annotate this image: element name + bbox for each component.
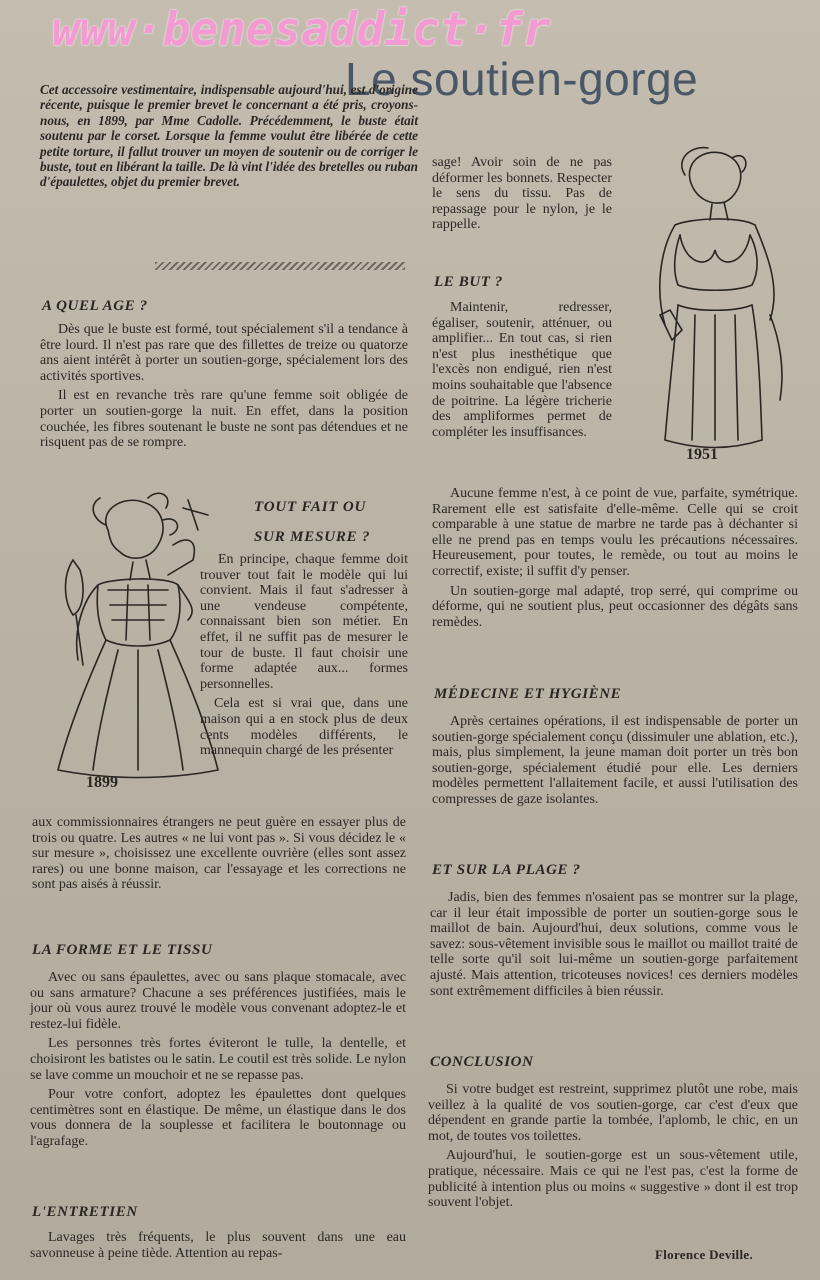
heading-line: SUR MESURE ? bbox=[254, 529, 371, 545]
section-heading-conclusion: CONCLUSION bbox=[430, 1054, 534, 1070]
illustration-year-1951: 1951 bbox=[686, 446, 718, 463]
article-title: Le soutien-gorge bbox=[345, 53, 699, 105]
author-signature: Florence Deville. bbox=[655, 1247, 753, 1262]
illustration-1951-woman bbox=[620, 140, 800, 470]
paragraph: aux commissionnaires étrangers ne peut guère en essayer plus de trois ou quatre. Les autres « ne lui vont pas ». Si vous décidez le « sur mesure », choisissez une excellente ouvrière (elles sont assez rares) ou une bonne maison, car l'essayage et les corrections ne sont pas aisés à réussir. bbox=[32, 815, 406, 893]
paragraph: Si votre budget est restreint, supprimez plutôt une robe, mais veillez à la qualité de vos soutien-gorge, car c'est d'eux que dépendent en grande partie la tombée, l'aplomb, le chic, en un mot, de toutes vos toilettes. bbox=[428, 1082, 798, 1144]
section-heading-but: LE BUT ? bbox=[434, 274, 503, 290]
paragraph: Jadis, bien des femmes n'osaient pas se montrer sur la plage, car il leur était impossible de porter un soutien-gorge sous le maillot de bain. Aujourd'hui, deux solutions, comme vous le savez: sous-vêtement invisible sous le maillot ou maillot traité de telle sorte qu'il soit lui-même un soutien-gorge parfaitement ajusté. Mais attention, tricoteuses novices! ces derniers modèles sont extrêmement difficiles à bien réussir. bbox=[430, 890, 798, 999]
section-body-entretien-continued bbox=[432, 155, 612, 237]
section-heading-quel-age: A QUEL AGE ? bbox=[42, 298, 148, 314]
section-body-conclusion bbox=[428, 1082, 798, 1215]
paragraph: Maintenir, redresser, égaliser, soutenir, atténuer, ou amplifier... En tout cas, si rien n'est plus inesthétique que l'excès non endigué, rien n'est moins souhaitable que l'absence de poitrine. La légère tricherie des ampliformes permet de compléter les insuffisances. bbox=[432, 300, 612, 440]
paragraph: Après certaines opérations, il est indispensable de porter un soutien-gorge spécialement conçu (dissimuler une ablation, etc.), mais, plus simplement, la jeune maman doit porter un très bon soutien-gorge, spécialement étudié pour elle. Les derniers modèles permettent l'allaitement facile, et aussi l'utilisation des compresses de gaze isolantes. bbox=[432, 714, 798, 807]
section-body-mesure bbox=[200, 552, 408, 763]
decorative-rule bbox=[155, 262, 405, 270]
section-heading-forme: LA FORME ET LE TISSU bbox=[32, 942, 213, 958]
paragraph: Cela est si vrai que, dans une maison qui a en stock plus de deux cents modèles différents, le mannequin chargé de les présenter bbox=[200, 696, 408, 759]
article-intro: Cet accessoire vestimentaire, indispensable aujourd'hui, est d'origine récente, puisque le premier brevet le concernant a été pris, croyons-nous, en 1899, par Mme Cadolle. Précédemment, le buste était soutenu par le corset. Lorsque la femme voulut être libérée de cette petite torture, il fallut trouver un moyen de soutenir ou de corriger le buste, tout en libérant la taille. De là vint l'idée des bretelles ou ruban d'épaulettes, objet du premier brevet. bbox=[40, 82, 418, 190]
paragraph: Aujourd'hui, le soutien-gorge est un sous-vêtement utile, pratique, nécessaire. Mais ce qui ne l'est pas, c'est la forme de publicité à intention plus ou moins « suggestive » dont il est trop souvent l'objet. bbox=[428, 1148, 798, 1211]
paragraph: Aucune femme n'est, à ce point de vue, parfaite, symétrique. Rarement elle est satisfaite d'elle-même. Celle qui se croit comparable à une statue de marbre ne tarde pas à déchanter si elle ne prend pas en temps voulu les précautions nécessaires. Heureusement, pour toutes, le remède, ou tout au moins le correctif, existe; il suffit d'y penser. bbox=[432, 486, 798, 579]
paragraph: En principe, chaque femme doit trouver tout fait le modèle qui lui convient. Mais il faut s'adresser à une vendeuse compétente, connaissant bien son métier. En effet, il ne suffit pas de mesurer le tour de buste. Il faut choisir une forme adaptée aux... formes personnelles. bbox=[200, 552, 408, 692]
heading-line: TOUT FAIT OU bbox=[254, 499, 367, 515]
paragraph: Les personnes très fortes éviteront le tulle, la dentelle, et choisiront les batistes ou le satin. Le coutil est très solide. Le nylon se lave comme un mouchoir et ne se repasse pas. bbox=[30, 1036, 406, 1083]
section-body-plage bbox=[430, 890, 798, 1003]
paragraph: Un soutien-gorge mal adapté, trop serré, qui comprime ou déforme, qui ne soutient plus, peut occasionner des dégâts sans remèdes. bbox=[432, 583, 798, 630]
paragraph: Lavages très fréquents, le plus souvent dans une eau savonneuse à peine tiède. Attention au repas- bbox=[30, 1230, 406, 1261]
section-body-quel-age bbox=[40, 322, 408, 455]
paragraph: Pour votre confort, adoptez les épaulettes dont quelques centimètres sont en élastique. De même, un élastique dans le dos vous donnera de la souplesse et facilitera le boutonnage ou l'agrafage. bbox=[30, 1087, 406, 1149]
section-heading-entretien: L'ENTRETIEN bbox=[32, 1204, 138, 1220]
paragraph: Il est en revanche très rare qu'une femme soit obligée de porter un soutien-gorge la nuit. En effet, dans la position couchée, les fibres soutenant le buste ne sont pas détendues et ne risquent pas de se rompre. bbox=[40, 388, 408, 451]
section-body-medecine bbox=[432, 714, 798, 812]
section-body-forme bbox=[30, 970, 406, 1154]
section-body-but bbox=[432, 300, 612, 444]
paragraph: Avec ou sans épaulettes, avec ou sans plaque stomacale, avec ou sans armature? Chacune a ses préférences justifiées, mais le jour où vous aurez trouvé le modèle vous convenant adoptez-le et restez-lui fidèle. bbox=[30, 970, 406, 1032]
section-body-mesure-continued bbox=[32, 815, 406, 897]
section-heading-mesure bbox=[254, 492, 414, 552]
watermark-text: www·benesaddict·fr bbox=[52, 2, 551, 56]
paragraph: Dès que le buste est formé, tout spécialement s'il a tendance à être lourd. Il n'est pas rare que des fillettes de treize ou quatorze ans aient intérêt à porter un soutien-gorge, spécialement lors des activités sportives. bbox=[40, 322, 408, 384]
section-body-entretien bbox=[30, 1230, 406, 1265]
section-heading-plage: ET SUR LA PLAGE ? bbox=[432, 862, 581, 878]
section-heading-medecine: MÉDECINE ET HYGIÈNE bbox=[434, 686, 622, 702]
section-body-but-continued bbox=[432, 486, 798, 634]
paragraph: sage! Avoir soin de ne pas déformer les bonnets. Respecter le sens du tissu. Pas de repassage pour le nylon, je le rappelle. bbox=[432, 155, 612, 233]
illustration-year-1899: 1899 bbox=[86, 774, 118, 791]
